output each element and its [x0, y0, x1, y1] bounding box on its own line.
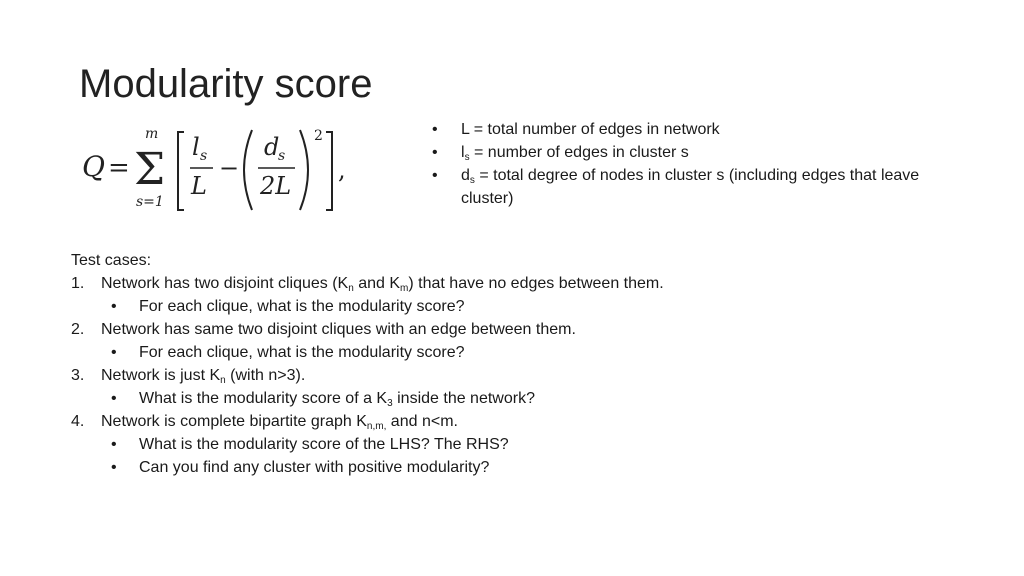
formula-comma: , — [338, 156, 346, 184]
subquestion-text: What is the modularity score of a K — [139, 390, 388, 407]
case-number: 4. — [71, 413, 85, 430]
case-subscript: n,m, — [366, 421, 387, 432]
modularity-formula — [80, 118, 360, 218]
formula-l-denominator: L — [191, 172, 207, 200]
formula-sigma: Σ — [134, 144, 166, 195]
formula-d-numerator: d — [264, 133, 280, 161]
test-subquestion — [71, 433, 971, 456]
formula-d-subscript: s — [278, 148, 286, 164]
definition-item — [430, 164, 950, 210]
formula-upper-limit: m — [145, 126, 159, 142]
formula-left-paren — [244, 130, 252, 210]
formula-d-denominator: 2L — [260, 172, 292, 200]
bullet: • — [111, 390, 117, 407]
subquestion-text: Can you find any cluster with positive modularity? — [139, 459, 490, 476]
case-text: Network has two disjoint cliques (K — [101, 275, 349, 292]
test-subquestion — [71, 341, 971, 364]
case-subscript: n — [348, 283, 354, 294]
formula-equals: = — [108, 153, 130, 183]
case-text: Network has same two disjoint cliques with an edge between them. — [101, 321, 576, 338]
case-number: 2. — [71, 321, 85, 338]
test-subquestion — [71, 295, 971, 318]
test-case-3 — [71, 364, 971, 387]
formula-l-subscript: s — [200, 148, 208, 164]
bullet: • — [432, 121, 438, 138]
formula-lower-limit: s=1 — [136, 194, 164, 210]
formula-minus: − — [219, 154, 240, 182]
bullet: • — [111, 459, 117, 476]
case-subscript: n — [220, 375, 226, 386]
definition-subscript: s — [469, 175, 475, 186]
definition-subscript: s — [464, 152, 470, 163]
subquestion-subscript: 3 — [387, 398, 393, 409]
subquestion-text: What is the modularity score of the LHS? The RHS? — [139, 436, 509, 453]
definition-item — [430, 118, 950, 141]
slide-title: Modularity score — [79, 62, 373, 106]
definitions-list — [430, 118, 950, 210]
definition-symbol: l — [461, 144, 465, 161]
definition-item — [430, 141, 950, 164]
definition-text: = number of edges in cluster s — [469, 144, 689, 161]
bullet: • — [111, 436, 117, 453]
test-cases — [71, 249, 971, 479]
case-text: ) that have no edges between them. — [408, 275, 664, 292]
subquestion-text: For each clique, what is the modularity score? — [139, 298, 465, 315]
case-text: Network is complete bipartite graph K — [101, 413, 367, 430]
formula-exponent: 2 — [314, 128, 323, 144]
test-case-4 — [71, 410, 971, 433]
test-cases-heading: Test cases: — [71, 252, 152, 269]
formula-right-bracket — [326, 132, 332, 210]
subquestion-text: For each clique, what is the modularity score? — [139, 344, 465, 361]
definition-symbol: d — [461, 167, 470, 184]
bullet: • — [432, 167, 438, 184]
case-text: Network is just K — [101, 367, 221, 384]
bullet: • — [111, 344, 117, 361]
definition-text: L = total number of edges in network — [461, 121, 720, 138]
case-text: (with n>3). — [225, 367, 306, 384]
case-number: 1. — [71, 275, 85, 292]
test-case-1 — [71, 272, 971, 295]
case-text: and n<m. — [386, 413, 458, 430]
test-case-2 — [71, 318, 971, 341]
subquestion-text: inside the network? — [392, 390, 535, 407]
bullet: • — [111, 298, 117, 315]
case-text: and K — [353, 275, 401, 292]
formula-right-paren — [300, 130, 308, 210]
formula-svg — [80, 118, 360, 218]
formula-left-bracket — [178, 132, 184, 210]
formula-l-numerator: l — [192, 133, 200, 161]
formula-q: Q — [82, 150, 105, 183]
test-subquestion — [71, 456, 971, 479]
definition-text: = total degree of nodes in cluster s (including edges that leave cluster) — [461, 167, 920, 207]
case-number: 3. — [71, 367, 85, 384]
test-subquestion — [71, 387, 971, 410]
bullet: • — [432, 144, 438, 161]
case-subscript: m — [400, 283, 409, 294]
